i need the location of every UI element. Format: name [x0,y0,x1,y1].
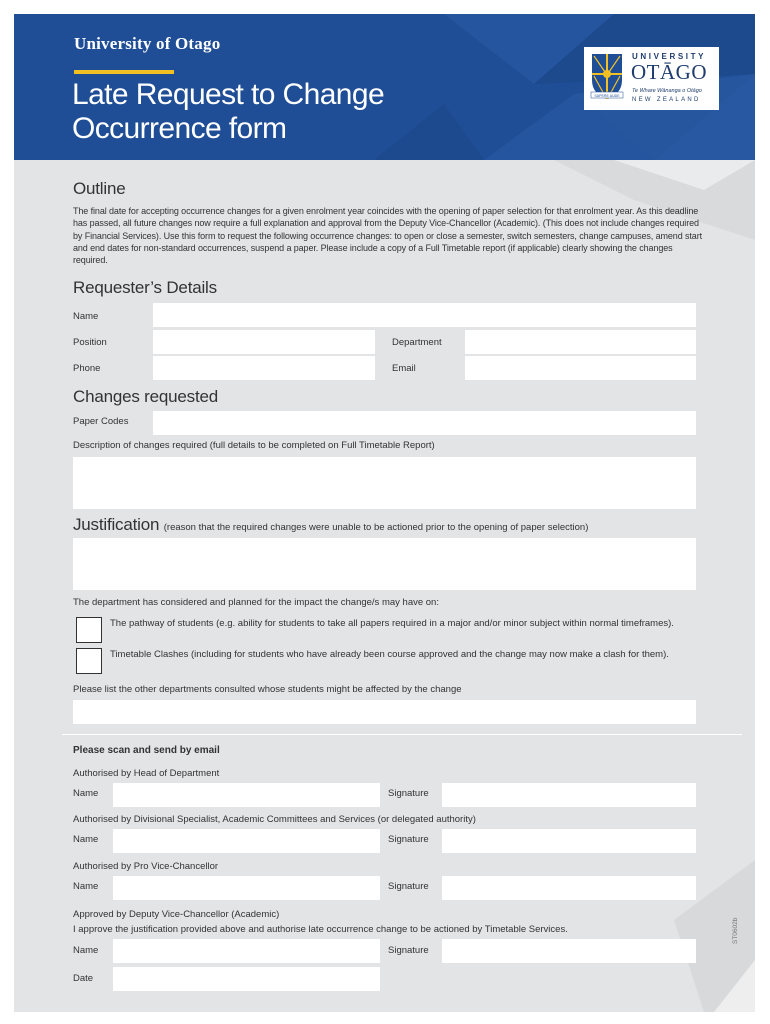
pvc-signature-field[interactable] [442,876,696,900]
head-of-dept-title: Authorised by Head of Department [73,768,220,779]
div-signature-label: Signature [388,834,429,845]
form-code: ST0602b [732,917,739,944]
crest-icon [590,52,624,100]
position-label: Position [73,337,107,348]
pvc-signature-label: Signature [388,881,429,892]
hod-signature-field[interactable] [442,783,696,807]
justification-title: Justification [73,515,160,534]
dvc-signature-field[interactable] [442,939,696,963]
outline-heading: Outline [73,179,126,198]
form-title-line1: Late Request to Change [72,78,385,111]
logo-otago: OTĀGO [631,60,707,84]
div-signature-field[interactable] [442,829,696,853]
email-field[interactable] [465,356,696,380]
dvc-name-label: Name [73,945,99,956]
logo-new-zealand: NEW ZEALAND [632,97,701,103]
outline-text: The final date for accepting occurrence changes for a given enrolment year coincides with the opening of paper selection for that enrolment year. As this deadline has passed, all future changes now require a full explanation and approval from the Deputy Vice-Chancellor (Academic). (This does not include changes required by Financial Services). Use this form to request the following occurrence changes: to open or close a semester, switch semesters, change campuses, amend start and end dates for non-standard occurrences, suspend a paper. Please include a copy of a Full Timetable report (if applicable) clearly showing the changes required. [73,206,703,266]
requester-heading: Requester’s Details [73,278,217,297]
header-banner [14,14,755,160]
description-field[interactable] [73,457,696,509]
div-name-field[interactable] [113,829,380,853]
date-field[interactable] [113,967,380,991]
dvc-title: Approved by Deputy Vice-Chancellor (Academic) [73,909,280,920]
position-field[interactable] [153,330,375,354]
form-page [14,14,755,1012]
name-label: Name [73,311,99,322]
description-label: Description of changes required (full details to be completed on Full Timetable Report) [73,440,435,451]
phone-label: Phone [73,363,101,374]
dvc-statement: I approve the justification provided above and authorise late occurrence change to be actioned by Timetable Services. [73,924,568,935]
otago-logo [584,47,719,110]
paper-codes-field[interactable] [153,411,696,435]
hod-name-field[interactable] [113,783,380,807]
date-label: Date [73,973,94,984]
logo-university: UNIVERSITY [632,52,707,61]
pvc-name-label: Name [73,881,99,892]
logo-maori-name: Te Whare Wānanga o Otāgo [632,88,702,94]
clashes-text: Timetable Clashes (including for students who have already been course approved and the change may now make a clash for them). [110,649,669,660]
email-label: Email [392,363,416,374]
impact-intro: The department has considered and planned for the impact the change/s may have on: [73,597,439,608]
dvc-signature-label: Signature [388,945,429,956]
hod-name-label: Name [73,788,99,799]
university-name: University of Otago [74,34,221,53]
crest-motto: SAPERE AUDE [594,94,620,98]
dvc-name-field[interactable] [113,939,380,963]
hod-signature-label: Signature [388,788,429,799]
form-title-line2: Occurrence form [72,112,287,145]
pathway-checkbox[interactable] [76,617,102,643]
section-divider [62,734,742,735]
div-name-label: Name [73,834,99,845]
justification-note: (reason that the required changes were unable to be actioned prior to the opening of paper selection) [163,522,589,533]
department-field[interactable] [465,330,696,354]
other-depts-label: Please list the other departments consulted whose students might be affected by the change [73,684,462,695]
phone-field[interactable] [153,356,375,380]
other-depts-field[interactable] [73,700,696,724]
accent-bar [74,70,174,74]
department-label: Department [392,337,442,348]
pathway-text: The pathway of students (e.g. ability for students to take all papers required in a major and/or minor subject within normal timeframes). [110,618,674,629]
send-instruction: Please scan and send by email [73,745,220,756]
justification-field[interactable] [73,538,696,590]
pvc-name-field[interactable] [113,876,380,900]
justification-heading [73,515,588,535]
form-title [72,78,384,146]
requester-name-field[interactable] [153,303,696,327]
paper-codes-label: Paper Codes [73,416,129,427]
divisional-title: Authorised by Divisional Specialist, Academic Committees and Services (or delegated authority) [73,814,476,825]
changes-heading: Changes requested [73,387,218,406]
pvc-title: Authorised by Pro Vice-Chancellor [73,861,219,872]
clashes-checkbox[interactable] [76,648,102,674]
